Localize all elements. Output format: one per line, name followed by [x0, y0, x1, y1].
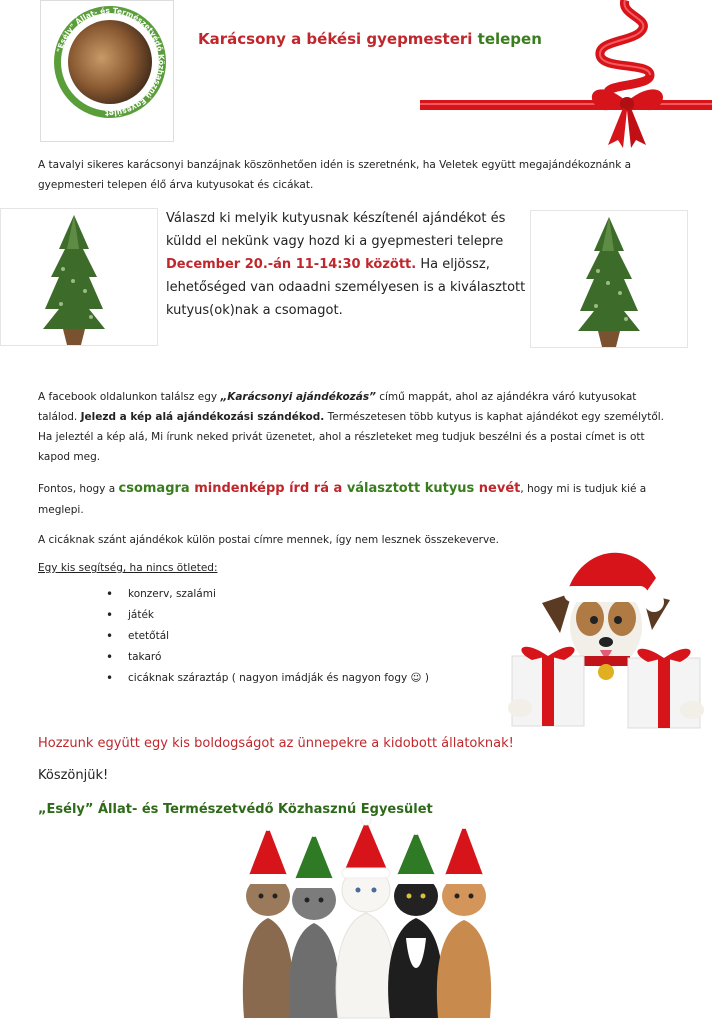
- list-item: • takaró: [106, 647, 429, 668]
- list-item: • konzerv, szalámi: [106, 584, 429, 605]
- intro-paragraph: A tavalyi sikeres karácsonyi banzájnak köszönhetően idén is szeretnénk, ha Veletek együtt megajándékoznánk a gyepmesteri telepen élő árva kutyusokat és cicákat.: [38, 159, 632, 191]
- logo-text: "Esély" Állat- és Természetvédő Közhasznú Egyesület: [55, 6, 166, 118]
- christmas-tree-icon: [531, 211, 687, 347]
- important-write-on: mindenképp írd rá a: [189, 481, 347, 496]
- title-word-dogcatcher: gyepmesteri: [366, 30, 473, 48]
- christmas-tree-icon: [1, 209, 157, 345]
- dog-santa-icon: [502, 538, 710, 738]
- important-word-chosen: választott: [346, 481, 421, 496]
- album-name: „Karácsonyi ajándékozás”: [220, 391, 376, 403]
- facebook-text-3: Természetesen több kutyus is kaphat ajándékot egy személytől. Ha jeleztél a kép alá, Mi írunk neked privát üzenetet, ahol a részleteket meg tudjuk beszélni és a postai címet is ott kapod meg.: [38, 411, 665, 463]
- important-word-name: nevét: [474, 481, 521, 496]
- title-word-site: telepen: [472, 30, 542, 48]
- important-word-package: csomagra: [118, 481, 190, 496]
- choose-text-1: Válaszd ki melyik kutyusnak készítenél ajándékot és küldd el nekünk vagy hozd ki a gyepmesteri telepre: [166, 211, 506, 249]
- gift-ideas-list: [106, 584, 429, 689]
- important-paragraph: [38, 478, 678, 521]
- slogan: Hozzunk együtt egy kis boldogságot az ünnepekre a kidobott állatoknak!: [38, 736, 514, 751]
- date-highlight: December 20.-án 11-14:30 között.: [166, 257, 417, 272]
- important-text-2: , hogy mi is tudjuk kié a meglepi.: [38, 483, 647, 516]
- choose-text-2: Ha eljössz, lehetőséged van odaadni személyesen is a kiválasztott kutyus(ok)nak a csomagot.: [166, 257, 526, 318]
- list-item: • cicáknak száraztáp ( nagyon imádják és nagyon fogy ☺ ): [106, 668, 429, 689]
- dog-with-gifts-image: [502, 538, 710, 738]
- facebook-text-2: című mappát, ahol az ajándékra váró kutyusokat találod.: [38, 391, 637, 423]
- title-word-christmas: Karácsony: [198, 30, 286, 48]
- list-item: • játék: [106, 605, 429, 626]
- cats-with-santa-hats-image: [224, 818, 506, 1024]
- christmas-tree-image-right: [530, 210, 688, 348]
- important-text-1: Fontos, hogy a: [38, 483, 119, 495]
- cats-santa-icon: [224, 818, 506, 1024]
- title-word-at: a békési: [285, 30, 367, 48]
- thanks-text: Köszönjük!: [38, 768, 109, 783]
- facebook-paragraph: [38, 387, 678, 467]
- facebook-bold-instruction: Jelezd a kép alá ajándékozási szándékod.: [80, 411, 325, 423]
- christmas-tree-image-left: [0, 208, 158, 346]
- svg-text:"Esély" Állat- és Természetvéd: [55, 6, 166, 118]
- logo-seal: [54, 6, 166, 118]
- help-heading: Egy kis segítség, ha nincs ötleted:: [38, 562, 218, 574]
- choose-paragraph: [166, 207, 536, 322]
- facebook-text-1: A facebook oldalunkon találsz egy: [38, 391, 221, 403]
- important-word-dog: kutyus: [420, 481, 475, 496]
- list-item: • etetőtál: [106, 626, 429, 647]
- cats-note: A cicáknak szánt ajándékok külön postai címre mennek, így nem lesznek összekeverve.: [38, 534, 499, 546]
- organization-signature: „Esély” Állat- és Természetvédő Közhasznú Egyesület: [38, 802, 433, 817]
- ribbon-bow-decoration: [420, 0, 712, 150]
